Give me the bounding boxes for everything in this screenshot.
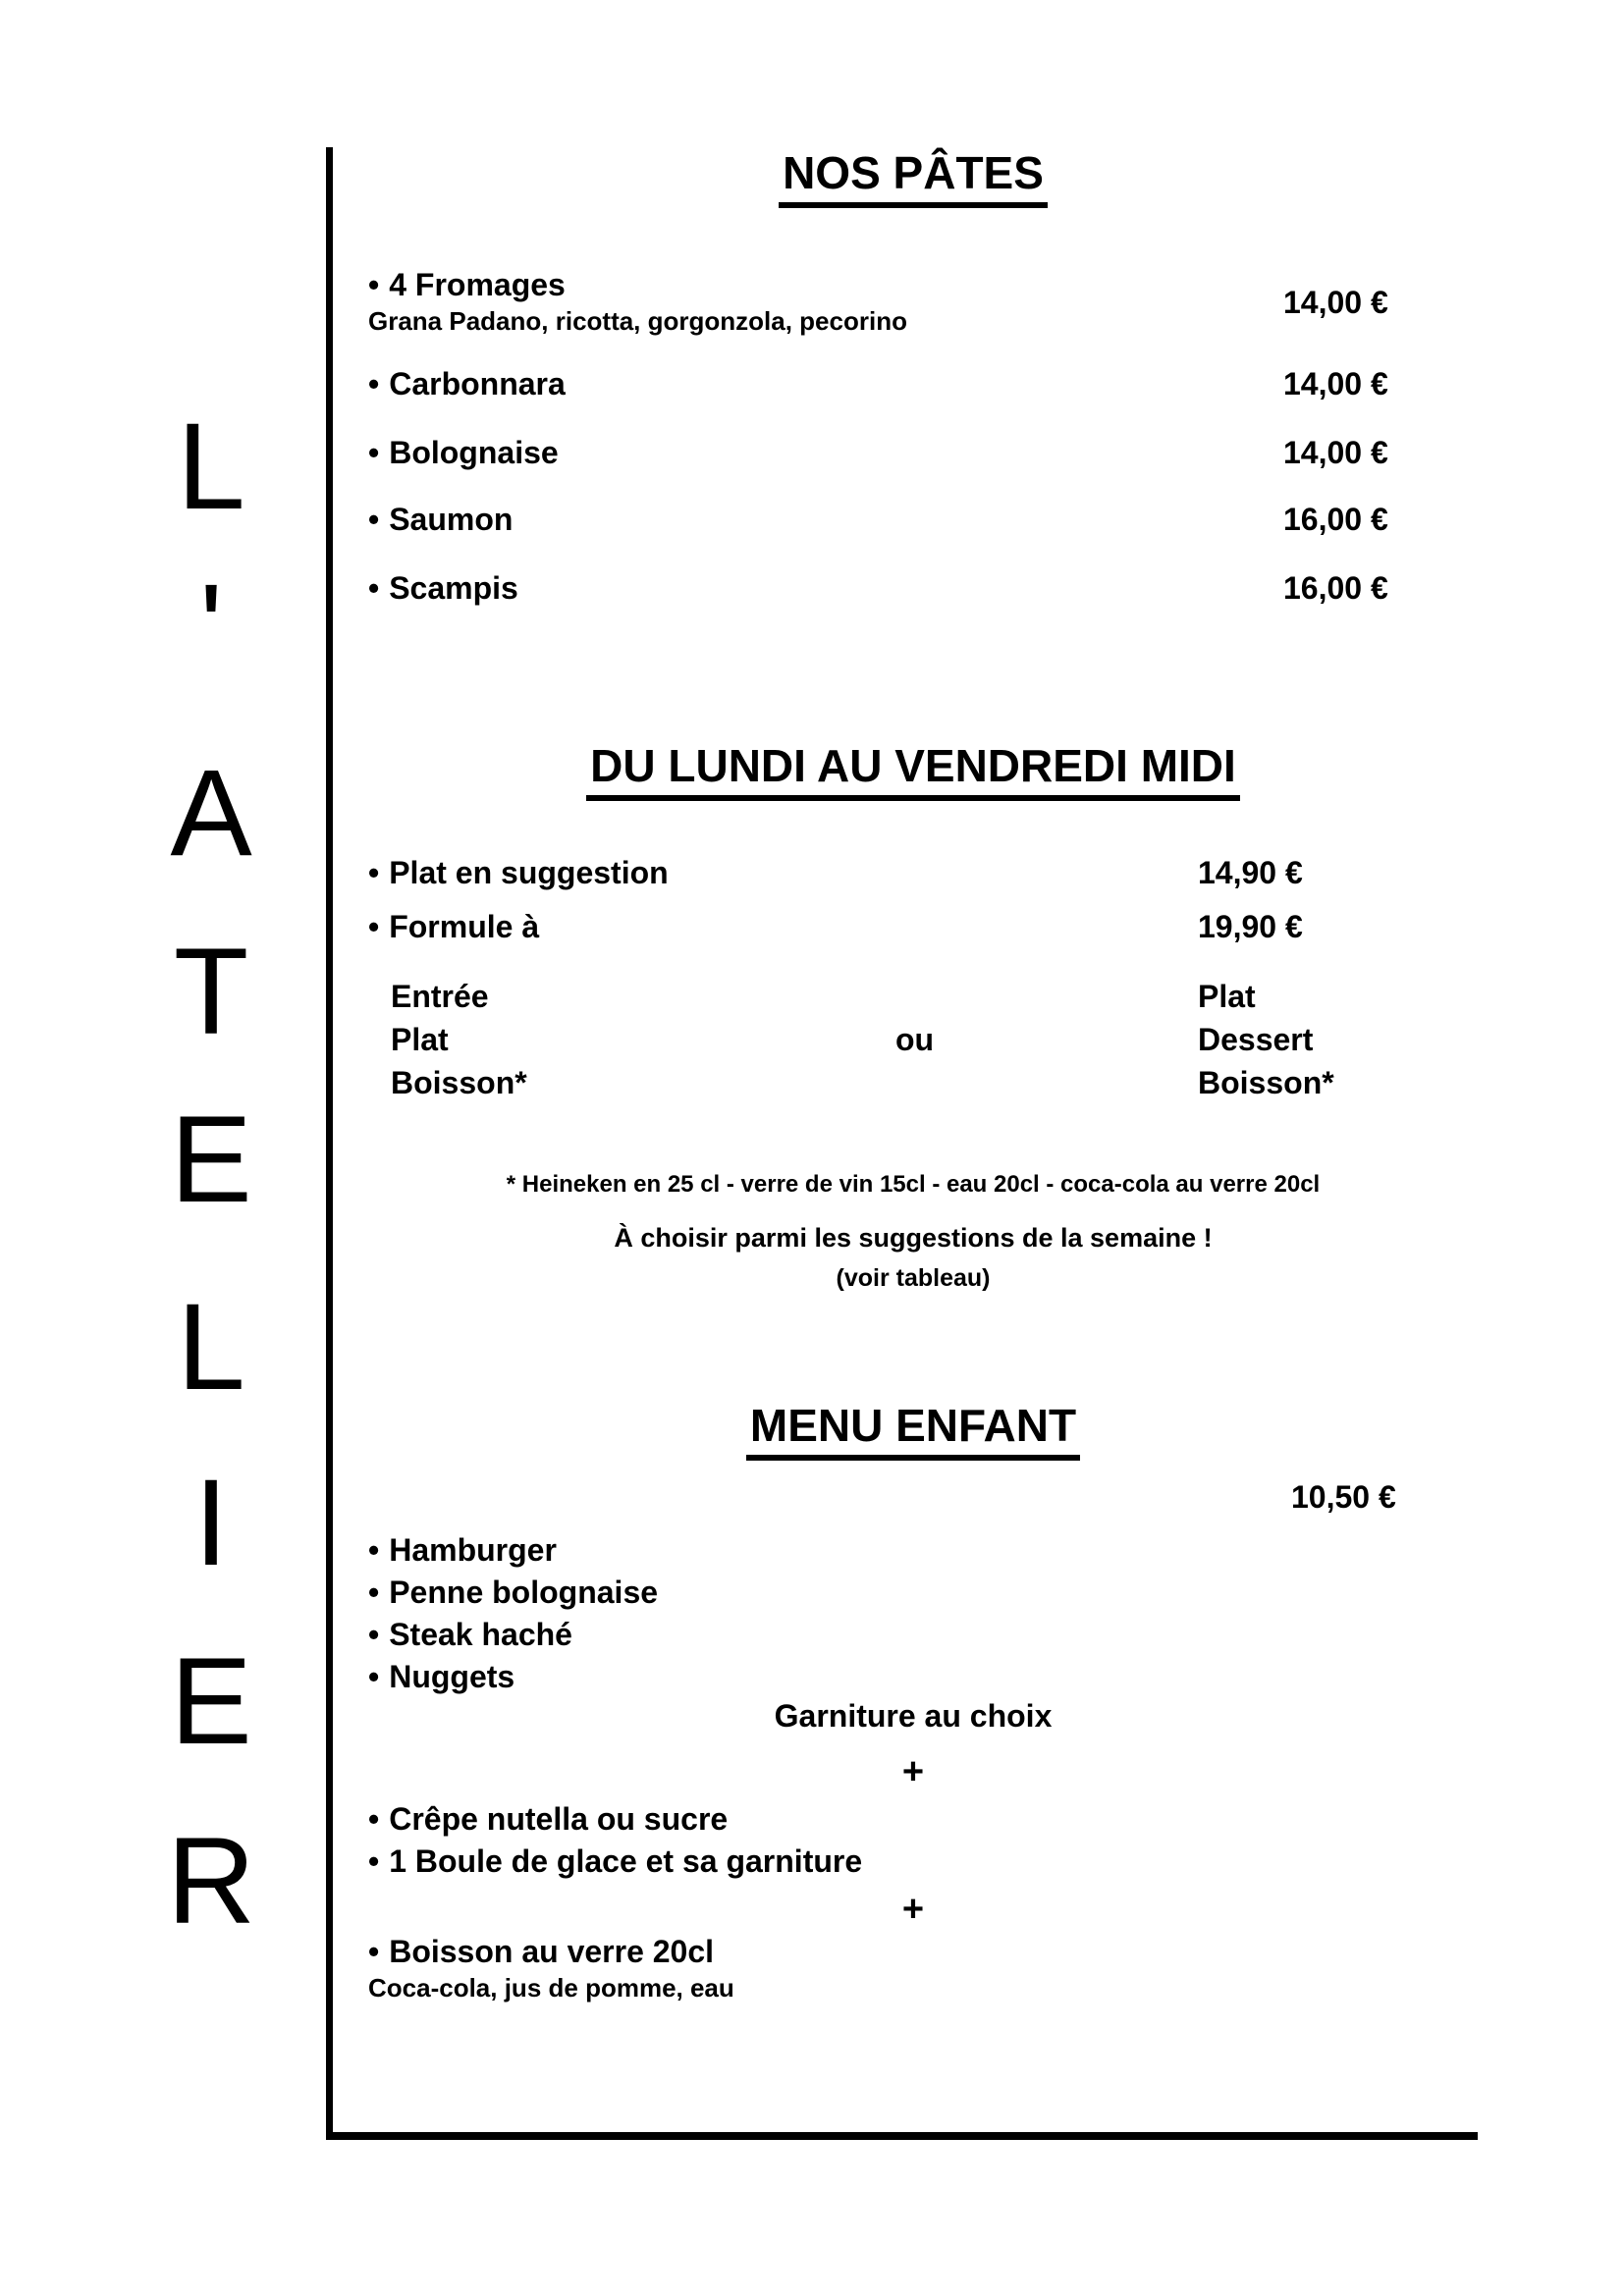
brand-letter-apostrophe: ' (199, 560, 223, 696)
item-name: Bolognaise (389, 435, 559, 470)
item-price: 14,90 € (1198, 855, 1303, 890)
bullet-icon: • (368, 267, 380, 302)
section-title-text: NOS PÂTES (779, 145, 1048, 208)
menu-item-carbonnara (368, 364, 566, 403)
formule-options (368, 975, 1434, 1104)
menu-item-crepe (368, 1798, 862, 1841)
item-name: Carbonnara (389, 366, 566, 401)
menu-item-plat-suggestion (368, 853, 669, 892)
bullet-icon: • (368, 502, 380, 537)
bullet-icon: • (368, 1934, 380, 1969)
brand-letter: I (193, 1455, 229, 1591)
menu-item-penne (368, 1572, 658, 1614)
voir-tableau-note: (voir tableau) (836, 1264, 991, 1292)
item-name: Formule à (389, 909, 540, 944)
item-price: 19,90 € (1198, 909, 1303, 944)
menu-item-nuggets (368, 1656, 658, 1698)
brand-letter: T (173, 924, 249, 1060)
formule-option: Boisson* (391, 1065, 527, 1100)
menu-item-glace (368, 1841, 862, 1883)
drinks-footnote: * Heineken en 25 cl - verre de vin 15cl - eau 20cl - coca-cola au verre 20cl (506, 1171, 1321, 1198)
item-price: 14,00 € (1283, 366, 1388, 401)
item-name: Steak haché (389, 1617, 572, 1652)
section-title-text: DU LUNDI AU VENDREDI MIDI (586, 738, 1240, 801)
item-price: 16,00 € (1283, 502, 1388, 537)
bullet-icon: • (368, 1532, 380, 1568)
item-price: 14,00 € (1283, 435, 1388, 470)
bullet-icon: • (368, 366, 380, 401)
menu-item-boisson (368, 1932, 714, 1971)
menu-item-bolognaise (368, 433, 559, 472)
bullet-icon: • (368, 1617, 380, 1652)
item-name: 4 Fromages (389, 267, 566, 302)
item-name: 1 Boule de glace et sa garniture (389, 1843, 863, 1879)
item-name: Nuggets (389, 1659, 515, 1694)
formule-right-column (1198, 975, 1334, 1104)
menu-item-saumon (368, 500, 513, 539)
bullet-icon: • (368, 1575, 380, 1610)
section-title-text: MENU ENFANT (746, 1398, 1080, 1461)
drink-detail: Coca-cola, jus de pomme, eau (368, 1973, 734, 2002)
item-name: Hamburger (389, 1532, 557, 1568)
formule-option: Dessert (1198, 1022, 1314, 1057)
menu-item-scampis (368, 568, 518, 608)
section-title-enfant (353, 1398, 1473, 1461)
item-price: 16,00 € (1283, 570, 1388, 606)
item-name: Penne bolognaise (389, 1575, 659, 1610)
brand-letter: E (170, 1092, 252, 1228)
formule-option: Boisson* (1198, 1065, 1334, 1100)
garniture-label: Garniture au choix (774, 1698, 1053, 1734)
enfant-price: 10,50 € (1291, 1479, 1396, 1515)
plus-separator: + (901, 1751, 925, 1792)
menu-item-formule (368, 907, 539, 946)
bullet-icon: • (368, 435, 380, 470)
formule-option: Entrée (391, 979, 489, 1014)
plus-separator: + (901, 1889, 925, 1930)
formule-option: Plat (391, 1022, 449, 1057)
item-name: Plat en suggestion (389, 855, 669, 890)
brand-letter: E (170, 1633, 252, 1770)
section-title-pates (353, 145, 1473, 208)
menu-item-hamburger (368, 1529, 658, 1572)
item-name: Saumon (389, 502, 514, 537)
bullet-icon: • (368, 1659, 380, 1694)
bullet-icon: • (368, 909, 380, 944)
item-detail: Grana Padano, ricotta, gorgonzola, pecorino (368, 306, 907, 336)
item-name: Scampis (389, 570, 518, 606)
bullet-icon: • (368, 570, 380, 606)
section-title-midi (353, 738, 1473, 801)
bullet-icon: • (368, 855, 380, 890)
suggestions-note: À choisir parmi les suggestions de la semaine ! (614, 1223, 1213, 1253)
formule-connector: ou (895, 1022, 935, 1057)
menu-item-steak (368, 1614, 658, 1656)
item-name: Crêpe nutella ou sucre (389, 1801, 729, 1837)
brand-letter: L (177, 1279, 245, 1415)
enfant-desserts-list (368, 1798, 862, 1883)
bullet-icon: • (368, 1843, 380, 1879)
enfant-mains-list (368, 1529, 658, 1698)
item-name: Boisson au verre 20cl (389, 1934, 715, 1969)
item-price: 14,00 € (1283, 285, 1388, 320)
brand-letter: A (170, 745, 252, 881)
brand-letter: L (177, 399, 245, 535)
bullet-icon: • (368, 1801, 380, 1837)
brand-letter: R (166, 1813, 256, 1949)
formule-option: Plat (1198, 979, 1256, 1014)
menu-item-4-fromages (368, 265, 566, 304)
